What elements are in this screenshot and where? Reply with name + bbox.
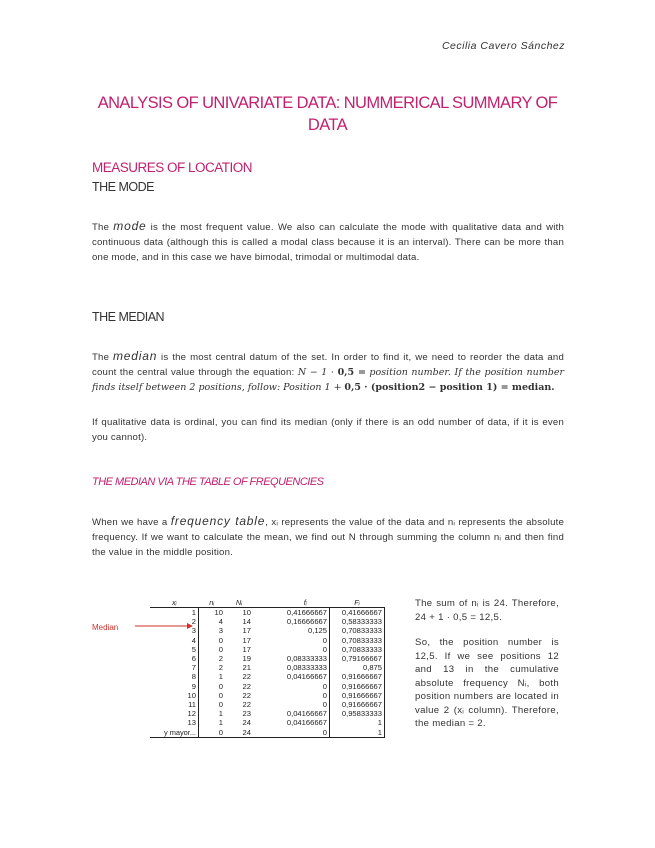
table-method-heading: THE MEDIAN VIA THE TABLE OF FREQUENCIES xyxy=(92,476,324,488)
median-body: is the most central datum of the set. In order to find it, we need to reorder the data and count the central value through the equation: xyxy=(92,352,564,378)
header-Ni: Nᵢ xyxy=(235,597,243,607)
cell-ni: 2 xyxy=(218,663,223,673)
table-row xyxy=(150,691,385,700)
header-Fi: Fᵢ xyxy=(354,597,360,607)
cell-Fi: 0,95833333 xyxy=(330,709,385,718)
cell-ni: 10 xyxy=(199,608,226,618)
cell-Fi: 0,91666667 xyxy=(330,691,385,700)
cell-ni: 0 xyxy=(218,644,223,654)
frequency-table xyxy=(150,597,395,747)
cell-Fi: 0,41666667 xyxy=(330,608,385,618)
cell-Ni: 17 xyxy=(242,635,251,645)
cell-xi: 2 xyxy=(150,617,199,626)
mode-heading: THE MODE xyxy=(92,180,154,194)
header-xi: xᵢ xyxy=(171,597,177,607)
table-row xyxy=(150,654,385,663)
cell-fi: 0,04166667 xyxy=(286,718,327,728)
header-ni: nᵢ xyxy=(209,597,215,607)
median-heading: THE MEDIAN xyxy=(92,310,165,324)
table-row xyxy=(150,608,385,618)
cell-xi: 9 xyxy=(150,682,199,691)
cell-spacer xyxy=(253,700,281,709)
cell-Ni: 24 xyxy=(242,718,251,728)
cell-xi: 3 xyxy=(150,626,199,635)
cell-Ni: 24 xyxy=(225,728,253,738)
table-method-term: frequency table xyxy=(170,514,266,528)
cell-ni: 4 xyxy=(218,617,223,627)
table-method-body: , xᵢ represents the value of the data and nᵢ represents the absolute frequency. If we want to calculate the mean, we find out N through summing the column nᵢ and then find the value in the middle position. xyxy=(92,517,565,558)
cell-ni: 1 xyxy=(218,709,223,719)
cell-ni: 0 xyxy=(218,635,223,645)
cell-fi: 0,41666667 xyxy=(281,608,330,618)
cell-xi: 11 xyxy=(150,700,199,709)
median-lead: The xyxy=(92,352,110,363)
cell-spacer xyxy=(253,682,281,691)
cell-Fi: 0,79166667 xyxy=(330,654,385,663)
table-row xyxy=(150,672,385,681)
cell-ni: 2 xyxy=(218,654,223,664)
cell-Fi: 0,70833333 xyxy=(330,645,385,654)
cell-xi: 5 xyxy=(150,645,199,654)
cell-Fi: 0,875 xyxy=(330,663,385,672)
cell-spacer xyxy=(253,636,281,645)
cell-fi: 0 xyxy=(322,681,327,691)
cell-Fi: 1 xyxy=(330,718,385,727)
cell-fi: 0,04166667 xyxy=(286,672,327,682)
cell-Ni: 17 xyxy=(242,644,251,654)
cell-spacer xyxy=(253,626,281,635)
cell-Fi: 0,70833333 xyxy=(330,636,385,645)
table-row xyxy=(150,709,385,718)
cell-ni: 3 xyxy=(218,626,223,636)
cell-fi: 0,08333333 xyxy=(286,654,327,664)
table-row xyxy=(150,728,385,738)
cell-xi: 1 xyxy=(150,608,199,618)
header-fi: fᵢ xyxy=(303,597,307,607)
cell-spacer xyxy=(253,728,281,738)
cell-Ni: 14 xyxy=(242,617,251,627)
table-row xyxy=(150,626,385,635)
cell-Ni: 10 xyxy=(225,608,253,618)
cell-spacer xyxy=(253,709,281,718)
mode-lead: The xyxy=(92,222,110,233)
median-term: median xyxy=(113,349,158,363)
cell-ni: 1 xyxy=(218,718,223,728)
cell-spacer xyxy=(253,645,281,654)
cell-xi: 10 xyxy=(150,691,199,700)
cell-Ni: 22 xyxy=(242,700,251,710)
cell-xi: 13 xyxy=(150,718,199,727)
table-method-lead: When we have a xyxy=(92,517,168,528)
cell-spacer xyxy=(253,691,281,700)
table-row xyxy=(150,682,385,691)
median-paragraph xyxy=(92,349,564,395)
side-text-sum: The sum of nᵢ is 24. Therefore, 24 + 1 · 0,5 = 12,5. xyxy=(415,598,559,623)
cell-xi: 6 xyxy=(150,654,199,663)
table-header-row xyxy=(150,597,385,608)
mode-body: is the most frequent value. We also can calculate the mode with qualitative data and with continuous data (although this is called a modal class because it is an interval). There can be more than one mode, and in this case we have bimodal, trimodal or multimodal data. xyxy=(92,222,564,263)
cell-Ni: 22 xyxy=(242,690,251,700)
cell-spacer xyxy=(253,617,281,626)
table-method-paragraph xyxy=(92,514,564,560)
cell-Fi: 0,91666667 xyxy=(330,672,385,681)
cell-ni: 0 xyxy=(218,700,223,710)
cell-fi: 0,04166667 xyxy=(286,709,327,719)
cell-spacer xyxy=(253,718,281,727)
median-equation-a: N − 1 · xyxy=(297,367,338,378)
cell-Fi: 0,91666667 xyxy=(330,682,385,691)
cell-Fi: 0,70833333 xyxy=(330,626,385,635)
cell-xi: 12 xyxy=(150,709,199,718)
cell-Ni: 21 xyxy=(242,663,251,673)
cell-Fi: 1 xyxy=(330,728,385,738)
cell-spacer xyxy=(253,663,281,672)
cell-Fi: 0,91666667 xyxy=(330,700,385,709)
cell-fi: 0,16666667 xyxy=(286,617,327,627)
cell-fi: 0 xyxy=(322,700,327,710)
author-name: Cecilia Cavero Sánchez xyxy=(441,40,565,52)
cell-ni: 0 xyxy=(218,690,223,700)
cell-xi: y mayor... xyxy=(150,728,199,738)
cell-fi: 0 xyxy=(322,644,327,654)
table-row xyxy=(150,645,385,654)
cell-fi: 0 xyxy=(281,728,330,738)
cell-ni: 1 xyxy=(218,672,223,682)
section-heading-location: MEASURES OF LOCATION xyxy=(92,160,253,175)
mode-term: mode xyxy=(113,219,147,233)
cell-ni: 0 xyxy=(218,681,223,691)
cell-Ni: 22 xyxy=(242,672,251,682)
cell-ni: 0 xyxy=(199,728,226,738)
cell-spacer xyxy=(253,654,281,663)
median-equation-d: 0,5 · (position2 − position 1) = median. xyxy=(344,382,555,393)
median-marker-label: Median xyxy=(92,623,119,632)
cell-Fi: 0,58333333 xyxy=(330,617,385,626)
table-row xyxy=(150,636,385,645)
cell-xi: 8 xyxy=(150,672,199,681)
cell-fi: 0 xyxy=(322,635,327,645)
side-text-explanation: So, the position number is 12,5. If we see positions 12 and 13 in the cumulative absolute frequency Nᵢ, both position numbers are located in value 2 (xᵢ column). Therefore, the median = 2. xyxy=(415,637,559,729)
median-equation-c: position number. If the position number finds itself between 2 positions, follow: Position 1 + xyxy=(92,367,565,393)
cell-fi: 0,125 xyxy=(307,626,327,636)
cell-xi: 4 xyxy=(150,636,199,645)
table-row xyxy=(150,700,385,709)
table-row xyxy=(150,617,385,626)
cell-Ni: 17 xyxy=(242,626,251,636)
table-row xyxy=(150,718,385,727)
median-equation-b: 0,5 = xyxy=(337,367,366,378)
mode-paragraph xyxy=(92,219,564,265)
header-empty xyxy=(253,597,281,608)
cell-Ni: 23 xyxy=(242,709,251,719)
cell-fi: 0,08333333 xyxy=(286,663,327,673)
cell-Ni: 19 xyxy=(242,654,251,664)
cell-fi: 0 xyxy=(322,690,327,700)
cell-xi: 7 xyxy=(150,663,199,672)
cell-Ni: 22 xyxy=(242,681,251,691)
median-ordinal-paragraph: If qualitative data is ordinal, you can find its median (only if there is an odd number of data, if it is even you cannot). xyxy=(92,417,564,443)
table-row xyxy=(150,663,385,672)
cell-spacer xyxy=(253,672,281,681)
page-title: ANALYSIS OF UNIVARIATE DATA: NUMMERICAL SUMMARY OF DATA xyxy=(97,94,558,134)
cell-spacer xyxy=(253,608,281,618)
